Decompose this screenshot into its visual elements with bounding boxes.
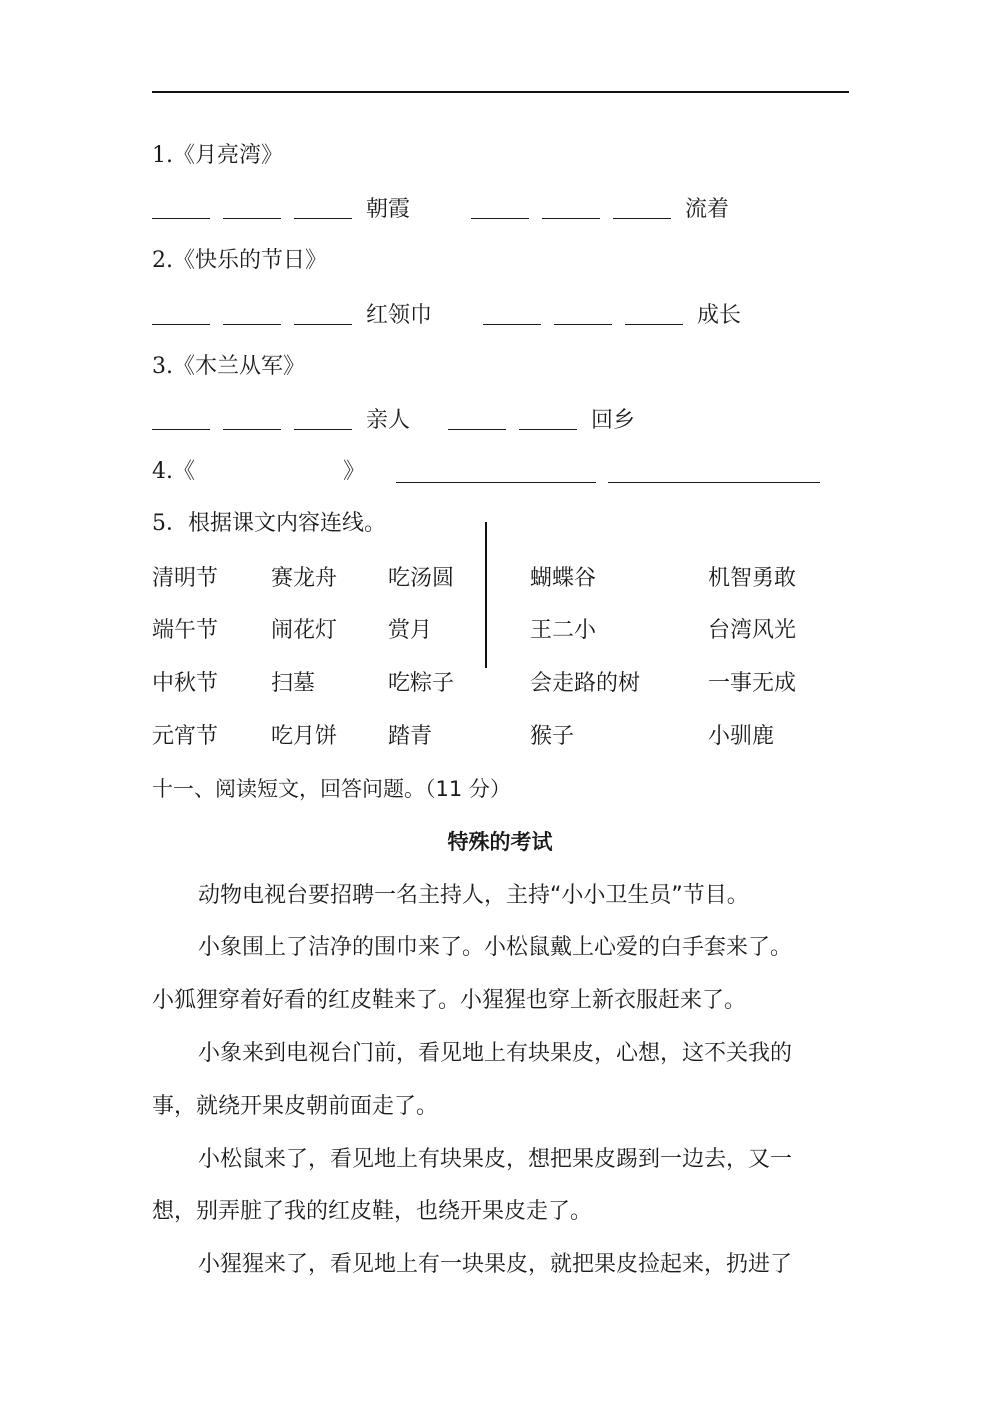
- story-line: 事，就绕开果皮朝前面走了。: [152, 1094, 439, 1119]
- item-title: 《月亮湾》: [173, 143, 284, 168]
- story-line: 小松鼠来了，看见地上有块果皮，想把果皮踢到一边去，又一: [198, 1147, 793, 1172]
- match-cell[interactable]: 猴子: [530, 724, 575, 749]
- story-line: 小狐狸穿着好看的红皮鞋来了。小猩猩也穿上新衣服赶来了。: [152, 988, 747, 1013]
- item-number: 1.: [152, 143, 173, 168]
- divider-line: [485, 522, 487, 668]
- blank[interactable]: [294, 218, 352, 219]
- item-number: 3.: [152, 354, 173, 379]
- item-number: 2.: [152, 248, 173, 273]
- blank[interactable]: [152, 429, 210, 430]
- item-4-close-bracket: 》: [343, 459, 366, 484]
- story-line: 动物电视台要招聘一名主持人，主持“小小卫生员”节目。: [198, 883, 749, 908]
- item-3-heading: [152, 352, 305, 382]
- blank[interactable]: [152, 324, 210, 325]
- item-title: 《快乐的节日》: [173, 248, 328, 273]
- title-open-bracket: 《: [173, 459, 196, 484]
- item-number: 4.: [152, 459, 173, 484]
- match-cell[interactable]: 闹花灯: [271, 618, 338, 643]
- match-cell[interactable]: 赛龙舟: [271, 566, 338, 591]
- section-heading: 十一、阅读短文，回答问题。（11 分）: [152, 777, 511, 801]
- story-line: 小象来到电视台门前，看见地上有块果皮，心想，这不关我的: [198, 1041, 793, 1066]
- blank[interactable]: [519, 429, 577, 430]
- match-cell[interactable]: 扫墓: [271, 671, 316, 696]
- match-cell[interactable]: 赏月: [388, 618, 433, 643]
- match-cell[interactable]: 台湾风光: [708, 618, 797, 643]
- match-cell[interactable]: 吃汤圆: [388, 566, 455, 591]
- blank[interactable]: [483, 324, 541, 325]
- match-cell[interactable]: 机智勇敢: [708, 566, 797, 591]
- match-cell[interactable]: 小驯鹿: [708, 724, 775, 749]
- item-1-heading: [152, 141, 283, 171]
- item-title: 《木兰从军》: [173, 354, 306, 379]
- top-rule: [152, 91, 849, 93]
- match-cell[interactable]: 踏青: [388, 724, 433, 749]
- blank[interactable]: [223, 429, 281, 430]
- story-line: 想，别弄脏了我的红皮鞋，也绕开果皮走了。: [152, 1199, 593, 1224]
- story-title: 特殊的考试: [447, 830, 553, 854]
- match-cell[interactable]: 吃粽子: [388, 671, 455, 696]
- blank[interactable]: [542, 218, 600, 219]
- match-cell[interactable]: 清明节: [152, 566, 219, 591]
- blank[interactable]: [223, 324, 281, 325]
- blank[interactable]: [294, 429, 352, 430]
- matching-prompt: 5．根据课文内容连线。: [152, 511, 386, 536]
- story-line: 小象围上了洁净的围巾来了。小松鼠戴上心爱的白手套来了。: [198, 935, 793, 960]
- match-cell[interactable]: 一事无成: [708, 671, 797, 696]
- item-3-word-2: 回乡: [591, 408, 636, 433]
- blank[interactable]: [471, 218, 529, 219]
- item-4-open: [152, 457, 195, 487]
- blank[interactable]: [294, 324, 352, 325]
- match-cell[interactable]: 蝴蝶谷: [530, 566, 597, 591]
- match-cell[interactable]: 会走路的树: [530, 671, 641, 696]
- match-cell[interactable]: 中秋节: [152, 671, 219, 696]
- item-3-word-1: 亲人: [366, 408, 411, 433]
- item-1-word-2: 流着: [685, 197, 730, 222]
- blank[interactable]: [613, 218, 671, 219]
- item-2-word-1: 红领巾: [366, 303, 433, 328]
- story-line: 小猩猩来了，看见地上有一块果皮，就把果皮捡起来，扔进了: [198, 1252, 793, 1277]
- match-cell[interactable]: 端午节: [152, 618, 219, 643]
- item-2-heading: [152, 246, 327, 276]
- blank[interactable]: [625, 324, 683, 325]
- blank[interactable]: [554, 324, 612, 325]
- match-cell[interactable]: 王二小: [530, 618, 597, 643]
- long-blank[interactable]: [396, 482, 596, 483]
- match-cell[interactable]: 吃月饼: [271, 724, 338, 749]
- blank[interactable]: [448, 429, 506, 430]
- blank[interactable]: [152, 218, 210, 219]
- match-cell[interactable]: 元宵节: [152, 724, 219, 749]
- item-1-word-1: 朝霞: [366, 197, 411, 222]
- item-2-word-2: 成长: [697, 303, 742, 328]
- blank[interactable]: [223, 218, 281, 219]
- long-blank[interactable]: [608, 482, 820, 483]
